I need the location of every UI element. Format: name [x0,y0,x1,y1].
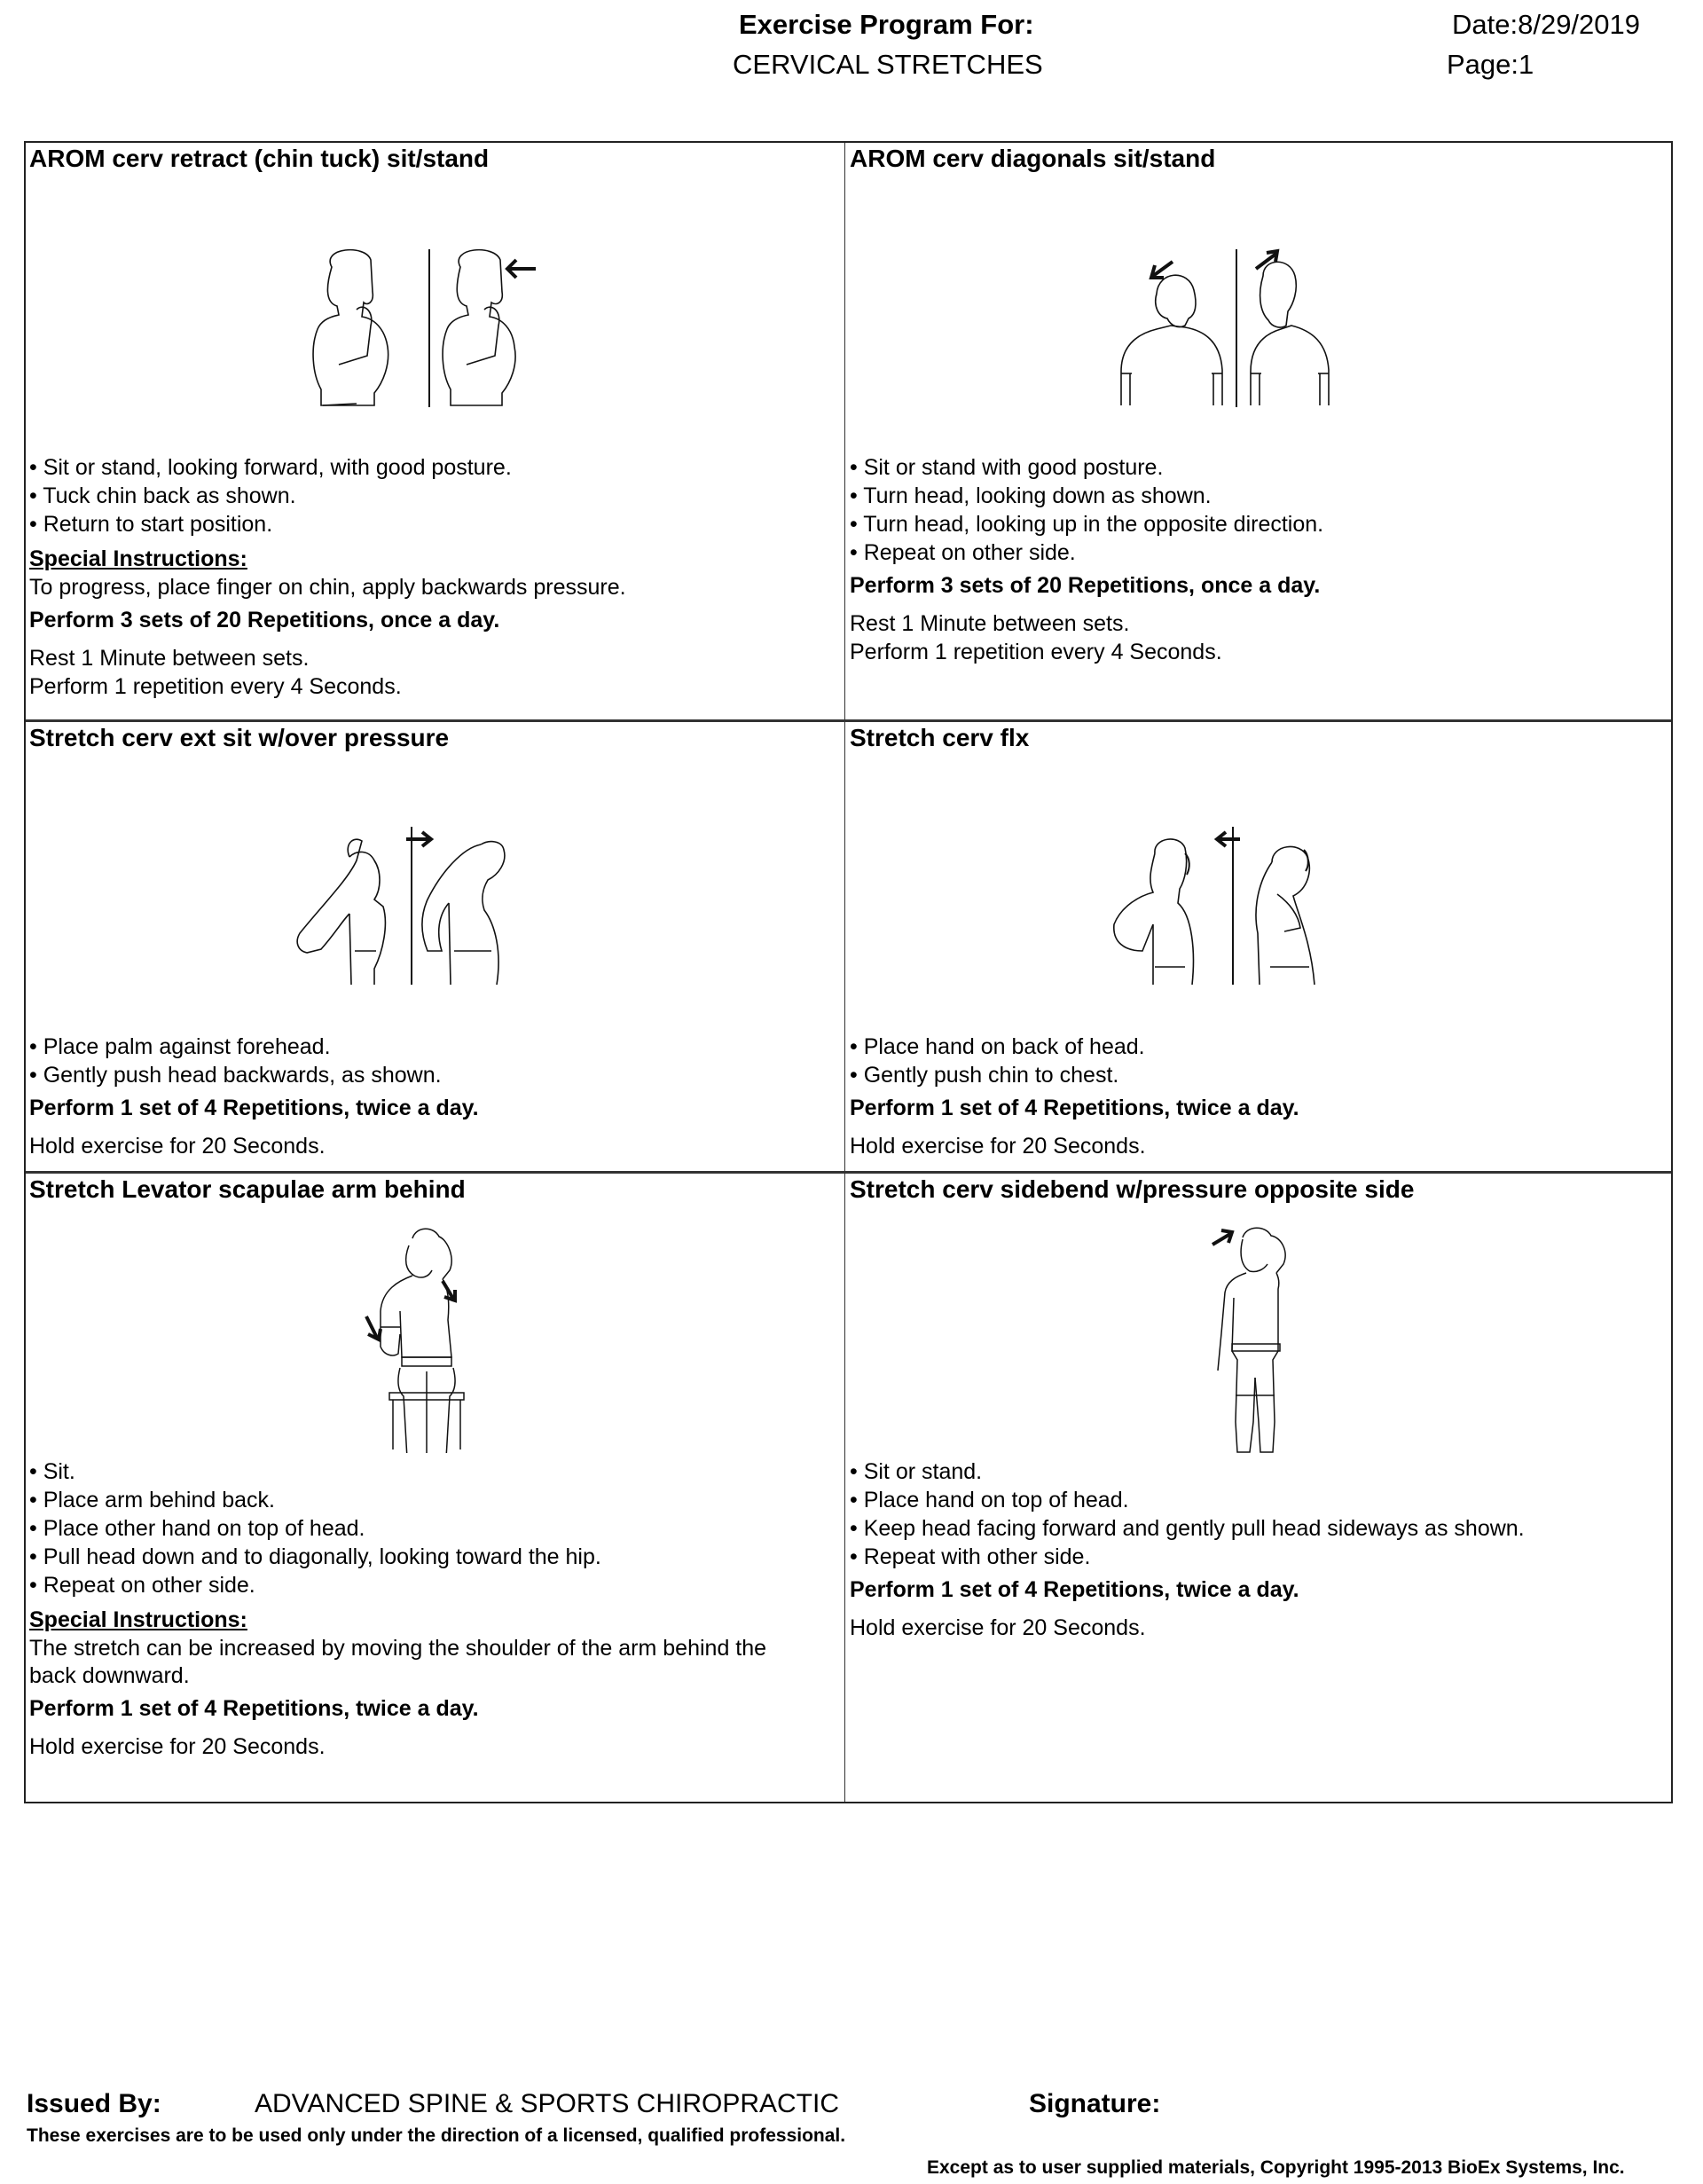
exercise-instructions [29,453,626,701]
exercise-instructions [850,1033,1299,1160]
issued-by-label: Issued By: [27,2089,161,2118]
arrow-down-left-icon [1151,262,1173,278]
chin-tuck-illustration [286,240,552,409]
exercise-card-levator-scapulae [26,1174,844,1803]
instruction-step: • Pull head down and to diagonally, looking toward the hip. [29,1544,601,1569]
arrow-right-icon [406,832,431,846]
exercise-note: Perform 1 repetition every 4 Seconds. [850,640,1222,664]
signature-label: Signature: [1029,2089,1161,2118]
special-instructions-text: To progress, place finger on chin, apply backwards pressure. [29,575,626,600]
figure-icon [297,839,385,985]
figure-icon [443,250,515,405]
program-header-title: Exercise Program For: [739,9,1034,40]
instruction-step: • Sit or stand, looking forward, with good posture. [29,455,512,480]
figure-icon [1218,1228,1285,1452]
exercise-card-flexion [846,722,1671,1171]
figure-icon [313,250,388,405]
instruction-step: • Gently push head backwards, as shown. [29,1063,442,1088]
exercise-note: Hold exercise for 20 Seconds. [850,1615,1146,1640]
perform-dosage: Perform 1 set of 4 Repetitions, twice a day. [29,1096,479,1120]
exercise-title: AROM cerv diagonals sit/stand [850,145,1216,172]
arrow-down-right-icon [366,1316,381,1339]
disclaimer-text: These exercises are to be used only under the direction of a licensed, qualified professional. [27,2125,846,2146]
sidebend-illustration [1197,1218,1321,1457]
figure-icon [1121,275,1222,405]
exercise-title: AROM cerv retract (chin tuck) sit/stand [29,145,490,172]
flexion-illustration [1103,818,1369,986]
ext-overpressure-illustration [286,818,552,986]
instruction-step: • Repeat on other side. [850,540,1076,565]
instruction-step: • Turn head, looking up in the opposite direction. [850,512,1324,537]
special-instructions-heading: Special Instructions: [29,546,247,571]
special-instructions-text: The stretch can be increased by moving the shoulder of the arm behind the back downward. [29,1636,767,1688]
exercise-title: Stretch cerv sidebend w/pressure opposite side [850,1175,1415,1203]
exercise-note: Perform 1 repetition every 4 Seconds. [29,674,402,699]
instruction-step: • Return to start position. [29,512,273,537]
exercise-card-chin-tuck [26,143,844,719]
instruction-step: • Sit. [29,1459,75,1484]
arrow-left-icon [1217,832,1240,846]
instruction-step: • Turn head, looking down as shown. [850,483,1212,508]
instruction-step: • Place palm against forehead. [29,1034,331,1059]
figure-icon [422,842,505,985]
exercise-instructions [850,453,1323,666]
instruction-step: • Place hand on back of head. [850,1034,1145,1059]
instruction-step: • Place other hand on top of head. [29,1516,365,1541]
arrow-up-right-icon [1213,1230,1232,1245]
instruction-step: • Repeat with other side. [850,1544,1091,1569]
exercise-card-ext-overpressure [26,722,844,1171]
figure-icon [1114,839,1194,985]
perform-dosage: Perform 3 sets of 20 Repetitions, once a day. [850,573,1321,598]
diagonals-illustration [1103,240,1369,409]
arrow-left-icon [507,260,536,278]
instruction-step: • Gently push chin to chest. [850,1063,1119,1088]
exercise-title: Stretch Levator scapulae arm behind [29,1175,466,1203]
instruction-step: • Tuck chin back as shown. [29,483,296,508]
column-divider [844,143,845,1802]
instruction-step: • Keep head facing forward and gently pull head sideways as shown. [850,1516,1525,1541]
figure-icon [1256,847,1315,985]
instruction-step: • Repeat on other side. [29,1573,255,1598]
special-instructions-heading: Special Instructions: [29,1607,247,1632]
copyright-text: Except as to user supplied materials, Copyright 1995-2013 BioEx Systems, Inc. [927,2157,1625,2178]
perform-dosage: Perform 3 sets of 20 Repetitions, once a day. [29,608,500,632]
exercise-title: Stretch cerv ext sit w/over pressure [29,724,450,751]
perform-dosage: Perform 1 set of 4 Repetitions, twice a day. [850,1096,1299,1120]
figure-icon [1251,262,1329,405]
date-label: Date:8/29/2019 [1452,9,1641,40]
exercise-note: Hold exercise for 20 Seconds. [29,1734,326,1759]
exercise-card-diagonals [846,143,1671,719]
page-label: Page:1 [1447,49,1534,80]
exercise-note: Hold exercise for 20 Seconds. [29,1134,326,1159]
issued-by-value: ADVANCED SPINE & SPORTS CHIROPRACTIC [255,2089,840,2118]
exercise-note: Rest 1 Minute between sets. [29,646,310,671]
instruction-step: • Sit or stand. [850,1459,983,1484]
exercise-instructions [29,1033,479,1160]
exercise-note: Rest 1 Minute between sets. [850,611,1130,636]
instruction-step: • Sit or stand with good posture. [850,455,1164,480]
exercise-title: Stretch cerv flx [850,724,1030,751]
perform-dosage: Perform 1 set of 4 Repetitions, twice a day. [850,1577,1299,1602]
exercise-note: Hold exercise for 20 Seconds. [850,1134,1146,1159]
instruction-step: • Place hand on top of head. [850,1488,1129,1512]
figure-icon [381,1229,464,1453]
arrow-down-right-icon [443,1281,455,1300]
exercise-card-sidebend [846,1174,1671,1803]
instruction-step: • Place arm behind back. [29,1488,275,1512]
levator-scapulae-illustration [345,1214,496,1453]
exercise-grid [24,141,1673,1803]
program-name: CERVICAL STRETCHES [733,49,1043,80]
exercise-instructions [29,1457,819,1761]
exercise-instructions [850,1457,1525,1642]
perform-dosage: Perform 1 set of 4 Repetitions, twice a day. [29,1696,479,1721]
